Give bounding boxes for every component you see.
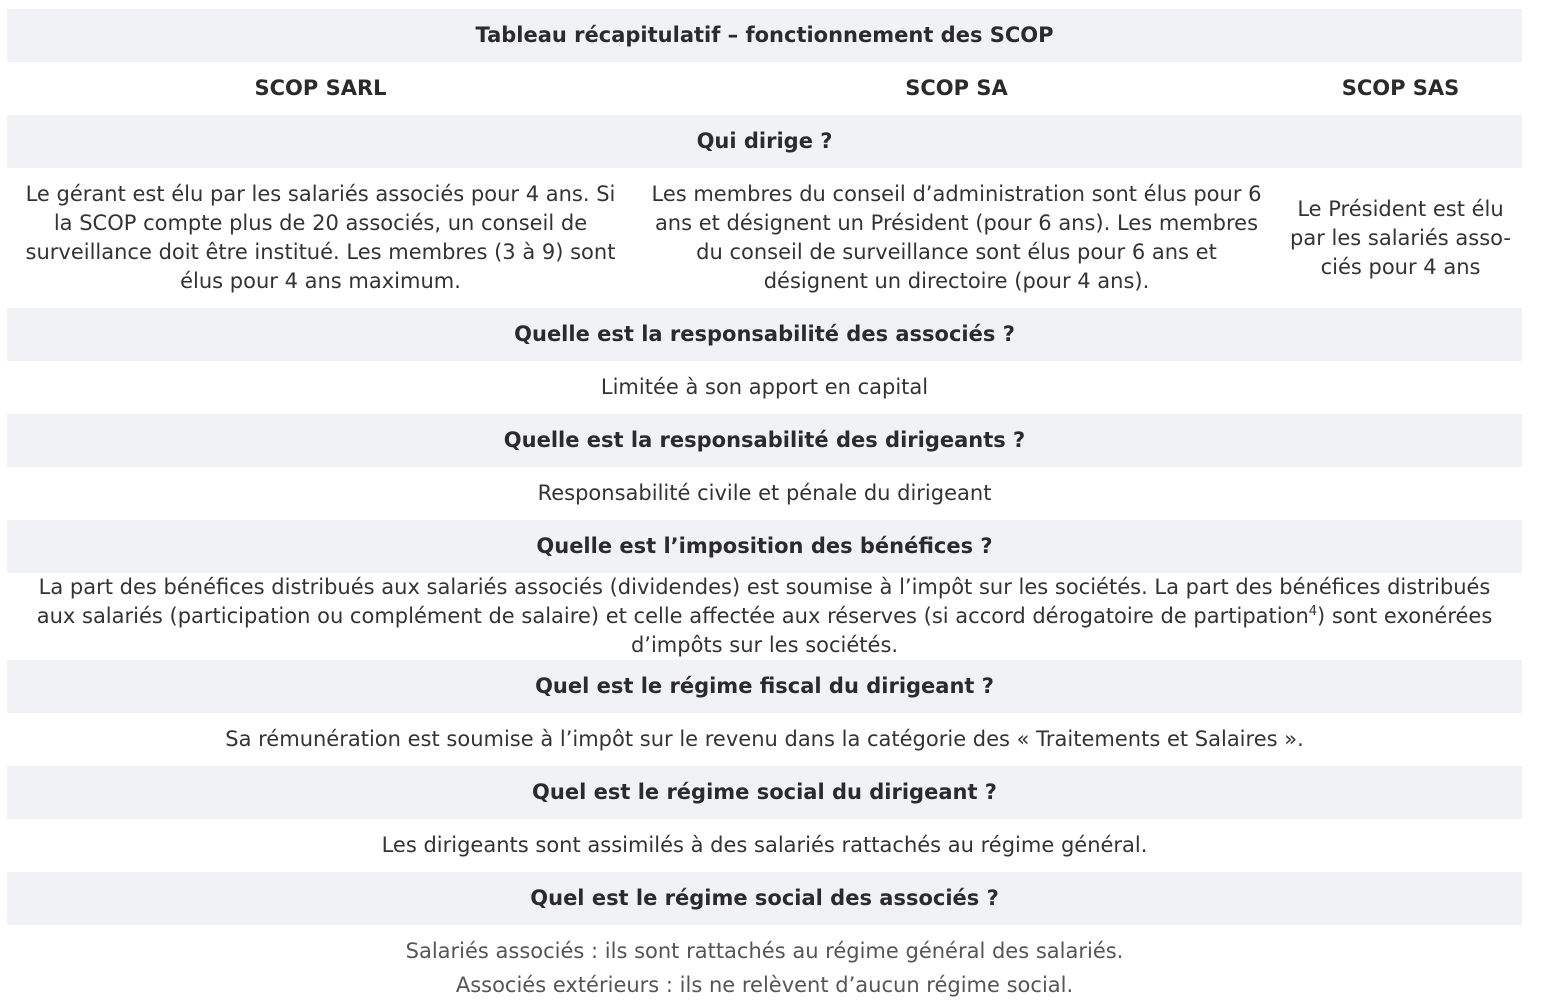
section-question-imposition: Quelle est l’imposition des bénéfices ?	[7, 520, 1522, 573]
cell-qui-dirige-sarl: Le gérant est élu par les salariés associés pour 4 ans. Si la SCOP compte plus de 20 associés, un conseil de surveillance doit être institué. Les membres (3 à 9) sont élus pour 4 ans maximum.	[25, 182, 616, 293]
answer-line-exterieurs: Associés extérieurs : ils ne relèvent d’aucun régime social.	[455, 973, 1074, 997]
cell-imposition	[7, 573, 1522, 660]
section-question-regime-fiscal: Quel est le régime fiscal du dirigeant ?	[7, 660, 1522, 713]
answer-line-salaries: Salariés associés : ils sont rattachés au régime général des salariés.	[405, 939, 1124, 963]
column-header-sa: SCOP SA	[905, 76, 1008, 100]
cell-regime-social-dirigeant: Les dirigeants sont assimilés à des salariés rattachés au régime général.	[381, 833, 1148, 857]
cell-resp-associes: Limitée à son apport en capital	[600, 375, 929, 399]
table-row	[7, 168, 1522, 308]
section-question-resp-dirigeants: Quelle est la responsabilité des dirigeants ?	[7, 414, 1522, 467]
section-question-qui-dirige: Qui dirige ?	[7, 115, 1522, 168]
section-row	[7, 115, 1522, 168]
section-question-resp-associes: Quelle est la responsabilité des associés ?	[7, 308, 1522, 361]
cell-regime-fiscal: Sa rémunération est soumise à l’impôt sur le revenu dans la catégorie des « Traitements et Salaires ».	[225, 727, 1304, 751]
table-title-row	[7, 9, 1522, 62]
imposition-text-part1: La part des bénéfices distribués aux salariés associés (dividendes) est soumise à l’impôt sur les sociétés. La part des bénéfices distribués aux salariés (participation ou complément de salaire) et celle affectée aux réserves (si accord dérogatoire de partipation	[36, 575, 1491, 628]
section-row	[7, 660, 1522, 713]
table-title: Tableau récapitulatif – fonctionnement des SCOP	[7, 9, 1522, 62]
regime-social-associes-answer	[7, 934, 1522, 1002]
imposition-text-part2: ) sont exonérées d’impôts sur les sociétés.	[630, 604, 1493, 657]
section-row	[7, 308, 1522, 361]
table-row	[7, 573, 1522, 660]
footnote-marker: 4	[1308, 604, 1318, 619]
column-header-sas: SCOP SAS	[1341, 76, 1460, 100]
table-row	[7, 713, 1522, 766]
table-row	[7, 467, 1522, 520]
section-question-regime-social-dirigeant: Quel est le régime social du dirigeant ?	[7, 766, 1522, 819]
section-row	[7, 872, 1522, 925]
cell-qui-dirige-sas: Le Président est élu par les salariés asso-ciés pour 4 ans	[1290, 196, 1511, 279]
table-row	[7, 819, 1522, 872]
column-header-row	[7, 62, 1522, 115]
scop-summary-table	[7, 9, 1522, 925]
section-row	[7, 520, 1522, 573]
section-question-regime-social-associes: Quel est le régime social des associés ?	[7, 872, 1522, 925]
cell-qui-dirige-sa: Les membres du conseil d’administration sont élus pour 6 ans et désignent un Président (pour 6 ans). Les membres du conseil de surveillance sont élus pour 6 ans et désignent un directoire (pour 4 ans).	[651, 182, 1262, 293]
column-header-sarl: SCOP SARL	[254, 76, 387, 100]
section-row	[7, 414, 1522, 467]
cell-resp-dirigeants: Responsabilité civile et pénale du dirigeant	[537, 481, 992, 505]
section-row	[7, 766, 1522, 819]
table-row	[7, 361, 1522, 414]
